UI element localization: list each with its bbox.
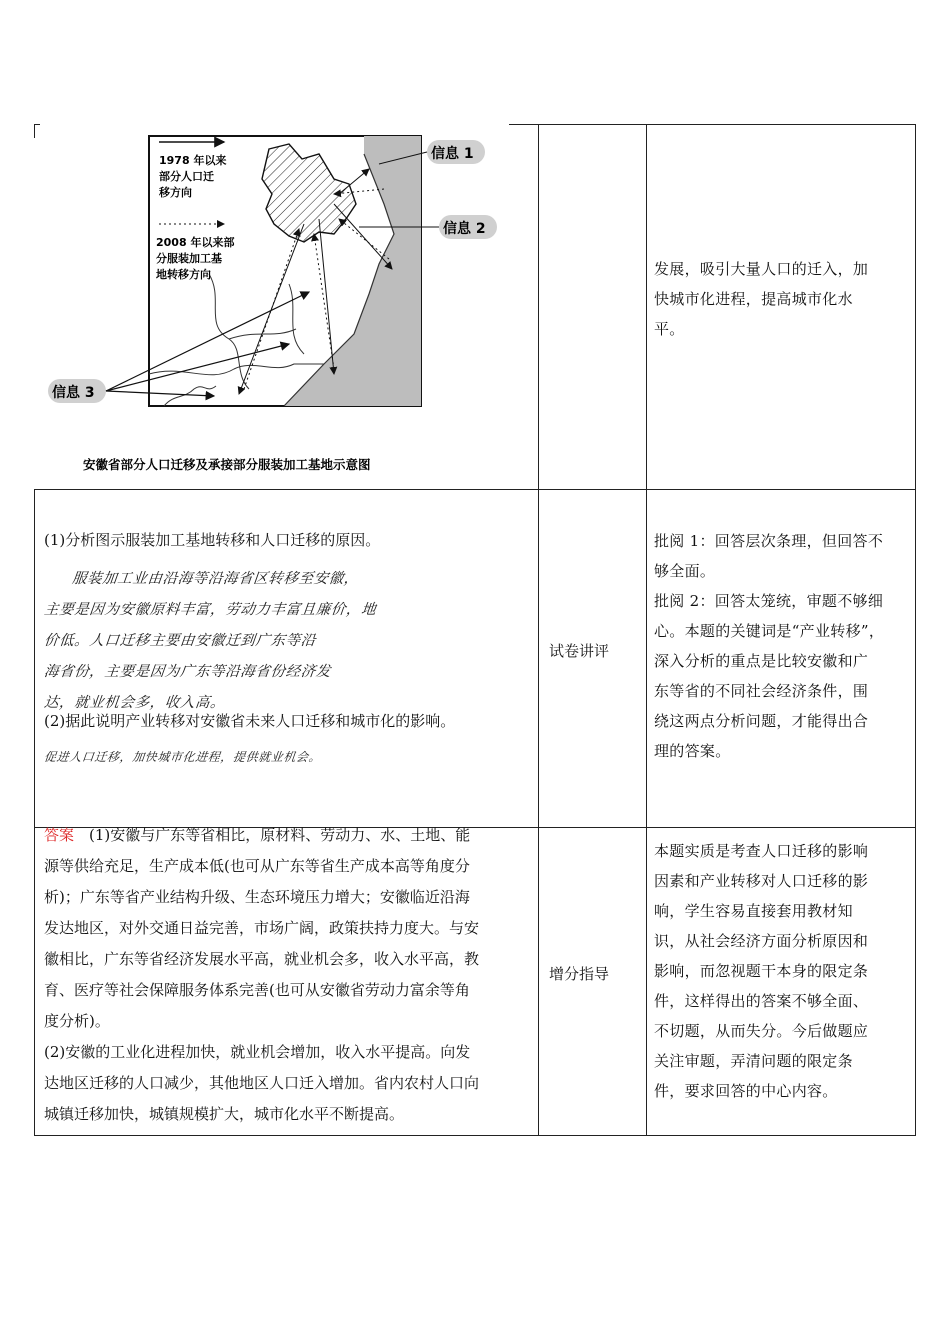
answer-line: 达地区迁移的人口减少，其他地区人口迁入增加。省内农村人口向 (44, 1074, 480, 1092)
answer-line: 析)；广东等省产业结构升级、生态环境压力增大；安徽临近沿海 (44, 888, 470, 906)
legend-dotted-2: 分服装加工基 (156, 252, 222, 265)
legend-solid-1: 1978 年以来 (159, 154, 227, 167)
hand-line: 达，就业机会多，收入高。 (43, 695, 227, 711)
table-border-top (509, 124, 916, 125)
row2-right-line: 理的答案。 (654, 742, 731, 760)
row1-right-text (654, 254, 912, 344)
row1-right-line: 快城市化进程，提高城市化水 (654, 290, 853, 308)
row-divider-1 (34, 489, 916, 490)
hand-line: 主要是因为安徽原料丰富，劳动力丰富且廉价，地 (43, 602, 378, 618)
answer-line: 源等供给充足，生产成本低(也可从广东等省生产成本高等角度分 (44, 857, 470, 875)
row3-right-line: 件，要求回答的中心内容。 (654, 1082, 838, 1100)
row2-right-line: 够全面。 (654, 562, 716, 580)
info1-label: 信息 1 (431, 146, 474, 162)
review-table (34, 124, 916, 1136)
answer-line: 育、医疗等社会保障服务体系完善(也可从安徽省劳动力富余等角 (44, 981, 470, 999)
row2-right-line: 批阅 2：回答太笼统，审题不够细 (654, 592, 884, 610)
legend-solid-3: 移方向 (159, 186, 192, 199)
row2-right-line: 心。本题的关键词是“产业转移”， (654, 622, 885, 640)
answer-line-1 (44, 820, 534, 851)
column-divider-1 (538, 124, 539, 1136)
row2-right-line: 东等省的不同社会经济条件，围 (654, 682, 869, 700)
answer-line: 发达地区，对外交通日益完善，市场广阔，政策扶持力度大。与安 (44, 919, 480, 937)
answer-line: 度分析)。 (44, 1012, 110, 1030)
row2-right-line: 深入分析的重点是比较安徽和广 (654, 652, 869, 670)
migration-map (34, 124, 538, 489)
question-1: (1)分析图示服装加工基地转移和人口迁移的原因。 (44, 531, 381, 549)
answer-line: 徽相比，广东等省经济发展水平高，就业机会多，收入水平高，教 (44, 950, 480, 968)
row3-right-line: 关注审题，弄清问题的限定条 (654, 1052, 853, 1070)
table-border-left (34, 489, 35, 1136)
table-border-bottom (34, 1135, 916, 1136)
hand-line: 海省份，主要是因为广东等沿海省份经济发 (43, 664, 332, 680)
answer-block (44, 820, 534, 1130)
hand-line: 价低。人口迁移主要由安徽迁到广东等沿 (43, 633, 317, 649)
question-2: (2)据此说明产业转移对安徽省未来人口迁移和城市化的影响。 (44, 712, 456, 730)
hand-line: 服装加工业由沿海等沿海省区转移至安徽， (71, 571, 360, 587)
answer-line: (2)安徽的工业化进程加快，就业机会增加，收入水平提高。向发 (44, 1043, 471, 1061)
answer-line: 城镇迁移加快，城镇规模扩大，城市化水平不断提高。 (44, 1105, 405, 1123)
answer-text: (1)安徽与广东等省相比，原材料、劳动力、水、土地、能 (89, 826, 471, 844)
legend-solid-2: 部分人口迁 (159, 170, 214, 183)
column-divider-2 (646, 124, 647, 1136)
row3-right-line: 件，这样得出的答案不够全面、 (654, 992, 869, 1010)
legend-dotted-3: 地转移方向 (156, 268, 211, 281)
map-caption: 安徽省部分人口迁移及承接部分服装加工基地示意图 (83, 457, 371, 472)
row1-right-line: 平。 (654, 320, 685, 338)
row3-right-line: 不切题，从而失分。今后做题应 (654, 1022, 869, 1040)
row3-right-line: 响，学生容易直接套用教材知 (654, 902, 853, 920)
row2-right-text (654, 526, 912, 766)
guidance-label: 增分指导 (549, 965, 610, 983)
map-cell (34, 124, 538, 489)
row2-right-line: 绕这两点分析问题，才能得出合 (654, 712, 869, 730)
row3-right-line: 影响，而忽视题干本身的限定条 (654, 962, 869, 980)
info3-label: 信息 3 (52, 385, 95, 401)
row1-right-line: 发展，吸引大量人口的迁入，加 (654, 260, 869, 278)
review-label: 试卷讲评 (549, 642, 610, 660)
legend-dotted-1: 2008 年以来部 (156, 236, 235, 249)
row3-right-text (654, 836, 912, 1106)
answer-label: 答案 (44, 826, 75, 844)
row2-right-line: 批阅 1：回答层次条理，但回答不 (654, 532, 884, 550)
handwritten-answer-2: 促进人口迁移，加快城市化进程，提供就业机会。 (43, 750, 322, 764)
info2-label: 信息 2 (443, 221, 486, 237)
table-border-right (915, 124, 916, 1136)
row3-right-line: 识，从社会经济方面分析原因和 (654, 932, 869, 950)
handwritten-answer-1 (44, 564, 534, 719)
row3-right-line: 因素和产业转移对人口迁移的影 (654, 872, 869, 890)
row3-right-line: 本题实质是考查人口迁移的影响 (654, 842, 869, 860)
